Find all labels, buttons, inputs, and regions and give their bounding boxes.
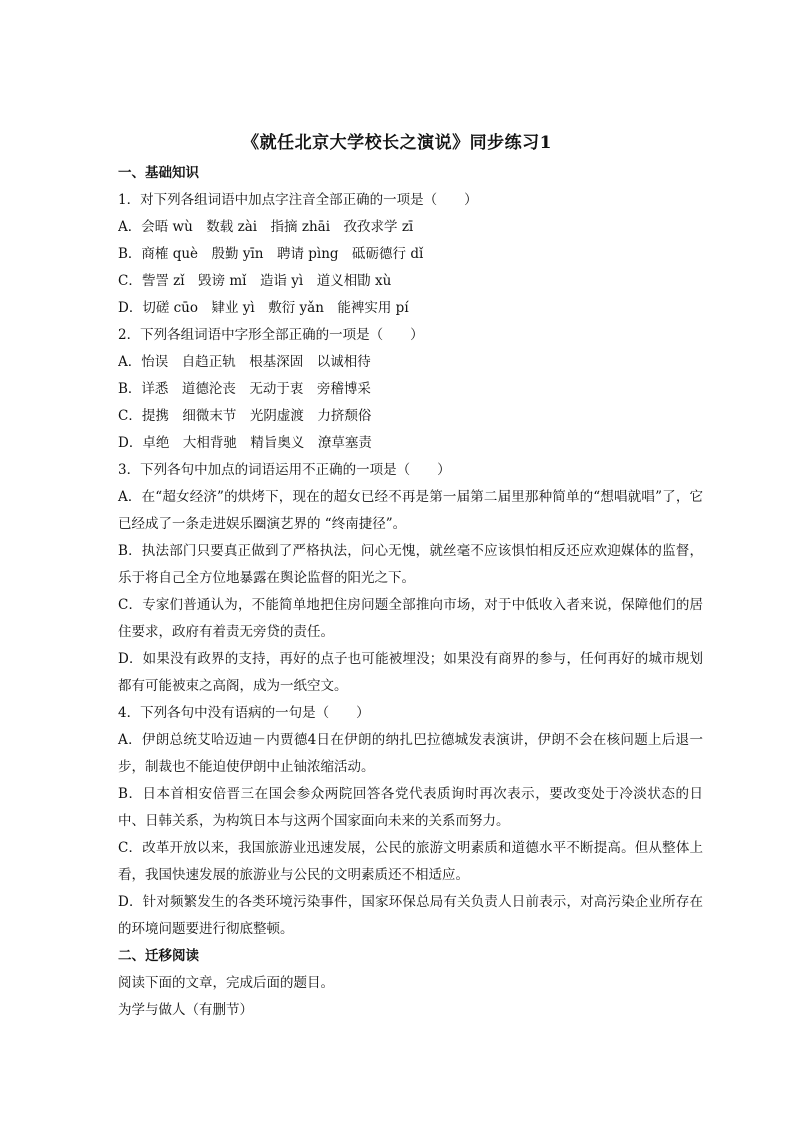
question-3-option-d: D．如果没有政界的支持，再好的点子也可能被埋没；如果没有商界的参与，任何再好的城市规划都有可能被束之高阁，成为一纸空文。: [118, 651, 703, 694]
document-body: [118, 160, 703, 1024]
question-1-option-a: A．会晤 wù 数载 zài 指摘 zhāi 孜孜求学 zī: [118, 219, 414, 235]
question-1-option-b: B．商榷 què 殷勤 yīn 聘请 pìng 砥砺德行 dǐ: [118, 246, 424, 262]
section-heading-basics: 一、基础知识: [118, 165, 199, 181]
question-3-stem: 3．下列各句中加点的词语运用不正确的一项是（ ）: [118, 462, 451, 478]
question-1-option-c: C．訾詈 zǐ 毁谤 mǐ 造诣 yì 道义相勖 xù: [118, 273, 392, 289]
question-1-stem: 1．对下列各组词语中加点字注音全部正确的一项是（ ）: [118, 192, 478, 208]
question-4-option-c: C．改革开放以来，我国旅游业迅速发展，公民的旅游文明素质和道德水平不断提高。但从整体上看，我国快速发展的旅游业与公民的文明素质还不相适应。: [118, 840, 703, 883]
question-3-option-b: B．执法部门只要真正做到了严格执法，问心无愧，就丝毫不应该惧怕相反还应欢迎媒体的监督，乐于将自己全方位地暴露在舆论监督的阳光之下。: [118, 543, 703, 586]
reading-passage-title: 为学与做人（有删节）: [118, 1002, 253, 1018]
question-1-option-d: D．切磋 cūo 肄业 yì 敷衍 yǎn 能裨实用 pí: [118, 300, 409, 316]
question-2-option-d: D．卓绝 大相背驰 精旨奥义 潦草塞责: [118, 435, 372, 451]
question-4-option-b: B．日本首相安倍晋三在国会参众两院回答各党代表质询时再次表示，要改变处于冷淡状态的日中、日韩关系，为构筑日本与这两个国家面向未来的关系而努力。: [118, 786, 703, 829]
question-3-option-a: A．在“超女经济”的烘烤下，现在的超女已经不再是第一届第二届里那种简单的“想唱就唱”了，它已经成了一条走进娱乐圈演艺界的 “终南捷径”。: [118, 489, 703, 532]
reading-instructions: 阅读下面的文章，完成后面的题目。: [118, 975, 334, 991]
question-2-option-c: C．提携 细微末节 光阴虚渡 力挤颓俗: [118, 408, 372, 424]
question-3-option-c: C．专家们普通认为，不能简单地把住房问题全部推向市场，对于中低收入者来说，保障他们的居住要求，政府有着责无旁贷的责任。: [118, 597, 703, 640]
section-heading-reading: 二、迁移阅读: [118, 948, 199, 964]
question-4-option-d: D．针对频繁发生的各类环境污染事件，国家环保总局有关负责人日前表示，对高污染企业所存在的环境问题要进行彻底整顿。: [118, 894, 703, 937]
page-title: 《就任北京大学校长之演说》同步练习1: [242, 133, 552, 153]
question-4-option-a: A．伊朗总统艾哈迈迪－内贾德4日在伊朗的纳扎巴拉德城发表演讲，伊朗不会在核问题上后退一步，制裁也不能迫使伊朗中止铀浓缩活动。: [118, 732, 703, 775]
question-4-stem: 4．下列各句中没有语病的一句是（ ）: [118, 705, 370, 721]
question-2-stem: 2．下列各组词语中字形全部正确的一项是（ ）: [118, 327, 424, 343]
question-2-option-b: B．详悉 道德沦丧 无动于衷 旁稽博采: [118, 381, 371, 397]
question-2-option-a: A．怡误 自趋正轨 根基深固 以诚相待: [118, 354, 371, 370]
